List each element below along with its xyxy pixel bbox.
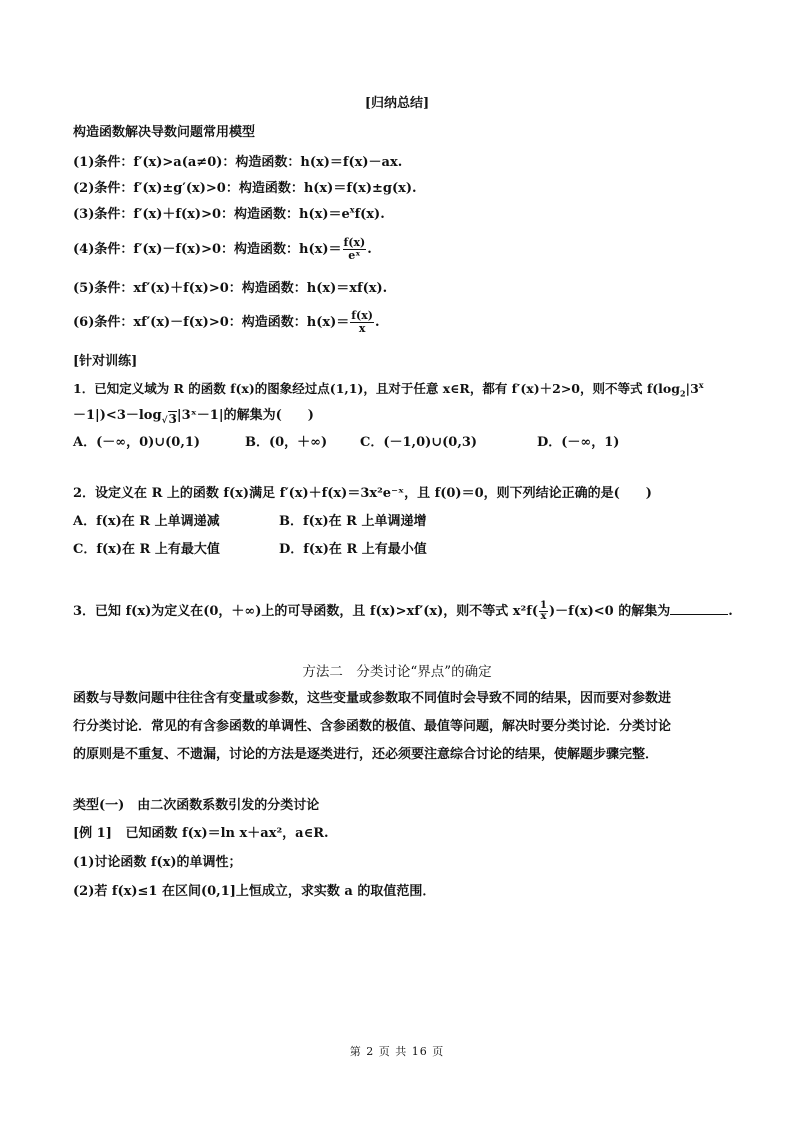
condition-6 bbox=[73, 310, 380, 335]
condition-6-fraction bbox=[350, 310, 374, 335]
q1-option-d: D．(－∞，1) bbox=[537, 435, 620, 450]
q1-option-b: B．(0，＋∞) bbox=[245, 435, 328, 450]
method-title: 方法二 分类讨论“界点”的确定 bbox=[302, 664, 492, 680]
page-footer: 第 2 页 共 16 页 bbox=[349, 1045, 445, 1058]
q1-text-a: 1．已知定义域为 R 的函数 f(x)的图象经过点(1,1)，且对于任意 x∈R，都有 f′(x)＋2>0，则不等式 f(log bbox=[73, 381, 680, 396]
q3-text-a: 3．已知 f(x)为定义在(0，＋∞)上的可导函数，且 f(x)>xf′(x)，则不等式 x²f( bbox=[73, 604, 538, 619]
training-heading: [针对训练] bbox=[73, 354, 138, 369]
q1-option-c: C．(－1,0)∪(0,3) bbox=[360, 435, 478, 450]
q2-option-c: C．f(x)在 R 上有最大值 bbox=[73, 542, 220, 557]
condition-3-exponent: x bbox=[349, 204, 355, 215]
q1-sqrt-base: √3 bbox=[161, 411, 177, 426]
q1-text-b: |3 bbox=[685, 381, 699, 396]
condition-3-tail: f(x). bbox=[354, 207, 385, 222]
q2-option-a: A．f(x)在 R 上单调递减 bbox=[73, 514, 220, 529]
example-1-label: [例 1] bbox=[73, 826, 112, 841]
q3-answer-blank bbox=[670, 602, 728, 615]
condition-6-text: (6)条件：xf′(x)－f(x)>0：构造函数：h(x)＝ bbox=[73, 315, 350, 330]
condition-4-numerator: f(x) bbox=[343, 236, 366, 249]
example-1 bbox=[73, 826, 329, 842]
question-2-stem: 2．设定义在 R 上的函数 f(x)满足 f′(x)＋f(x)＝3x²e⁻ˣ，且 f(0)＝0，则下列结论正确的是( ) bbox=[73, 486, 652, 501]
example-1-stem: 已知函数 f(x)＝ln x＋ax²，a∈R. bbox=[125, 826, 329, 841]
condition-5: (5)条件：xf′(x)＋f(x)>0：构造函数：h(x)＝xf(x). bbox=[73, 281, 388, 296]
condition-2: (2)条件：f′(x)±g′(x)>0：构造函数：h(x)＝f(x)±g(x). bbox=[73, 181, 417, 196]
q3-text-b: )－f(x)<0 的解集为 bbox=[548, 604, 671, 619]
condition-3-text: (3)条件：f′(x)＋f(x)>0：构造函数：h(x)＝e bbox=[73, 207, 350, 222]
question-1-line-1 bbox=[73, 381, 704, 397]
condition-4 bbox=[73, 237, 372, 262]
q3-numerator: 1 bbox=[540, 600, 547, 611]
q1-text-c: －1|)<3－log bbox=[73, 408, 162, 423]
condition-4-fraction bbox=[343, 237, 367, 262]
condition-6-numerator: f(x) bbox=[351, 309, 373, 322]
q2-option-b: B．f(x)在 R 上单调递增 bbox=[279, 514, 427, 529]
q3-denominator: x bbox=[540, 611, 547, 622]
q3-fraction bbox=[539, 601, 548, 622]
example-1-part-1: (1)讨论函数 f(x)的单调性； bbox=[73, 855, 242, 870]
q1-log-base: 2 bbox=[679, 388, 686, 399]
q2-option-d: D．f(x)在 R 上有最小值 bbox=[279, 542, 427, 557]
summary-title: 构造函数解决导数问题常用模型 bbox=[73, 125, 256, 140]
q1-text-d: |3ˣ－1|的解集为( ) bbox=[176, 408, 314, 423]
type-1-title: 类型(一) 由二次函数系数引发的分类讨论 bbox=[73, 798, 320, 813]
summary-heading: [归纳总结] bbox=[364, 96, 430, 111]
condition-6-denominator: x bbox=[358, 322, 366, 335]
method-paragraph-line-3: 的原则是不重复、不遗漏，讨论的方法是逐类进行，还必须要注意综合讨论的结果，使解题步骤完整． bbox=[73, 747, 659, 762]
q1-exponent: x bbox=[698, 379, 704, 390]
question-3 bbox=[73, 601, 733, 622]
condition-4-text: (4)条件：f′(x)－f(x)>0：构造函数：h(x)＝ bbox=[73, 242, 342, 257]
condition-4-tail: . bbox=[367, 242, 372, 257]
q1-option-a: A．(－∞，0)∪(0,1) bbox=[73, 435, 201, 450]
method-paragraph-line-1: 函数与导数问题中往往含有变量或参数，这些变量或参数取不同值时会导致不同的结果，因而要对参数进 bbox=[73, 691, 672, 706]
example-1-part-2: (2)若 f(x)≤1 在区间(0,1]上恒成立，求实数 a 的取值范围． bbox=[73, 884, 436, 899]
q3-end: . bbox=[728, 604, 733, 619]
method-paragraph-line-2: 行分类讨论．常见的有含参函数的单调性、含参函数的极值、最值等问题，解决时要分类讨论．分类讨论 bbox=[73, 719, 672, 734]
condition-4-denominator: eˣ bbox=[348, 249, 361, 262]
question-1-line-2 bbox=[73, 408, 314, 424]
condition-1: (1)条件：f′(x)>a(a≠0)：构造函数：h(x)＝f(x)－ax. bbox=[73, 155, 403, 170]
condition-3 bbox=[73, 204, 385, 223]
condition-6-tail: . bbox=[374, 315, 380, 330]
